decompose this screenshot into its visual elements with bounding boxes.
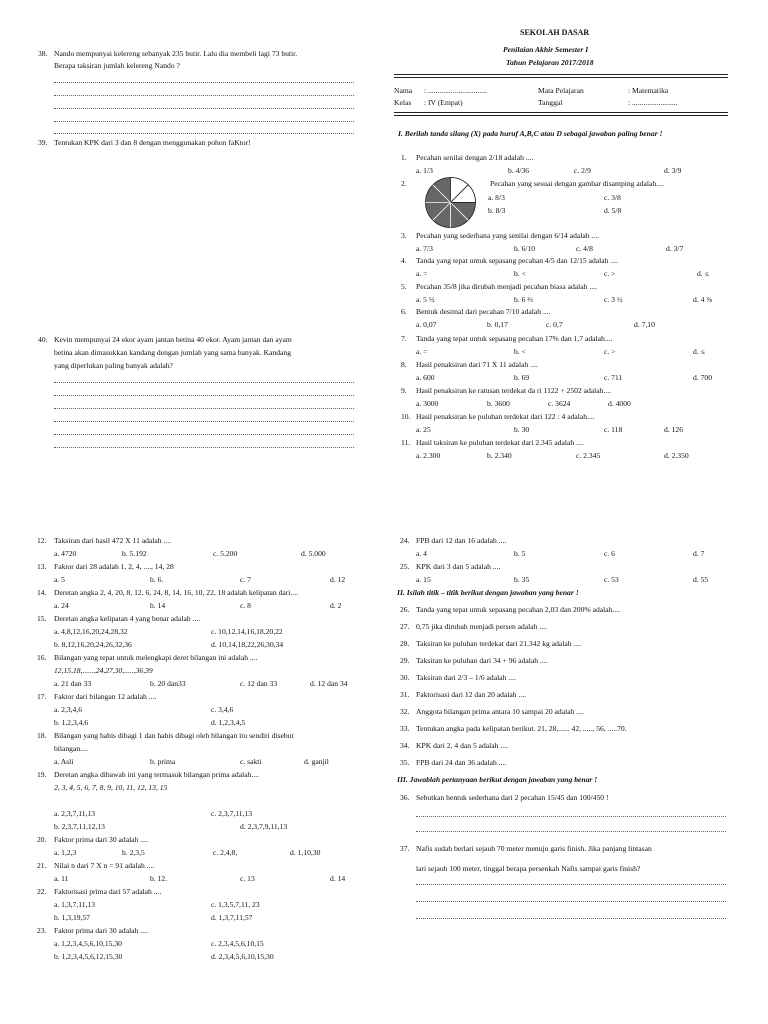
option-a[interactable]: a. Asli <box>54 757 74 766</box>
option-c[interactable]: c. > <box>604 269 616 278</box>
q-num: 36. <box>400 793 410 802</box>
tanggal-label: Tanggal <box>538 98 563 107</box>
answer-line[interactable] <box>54 408 354 409</box>
answer-line[interactable] <box>54 434 354 435</box>
q-num: 5. <box>401 282 407 291</box>
answer-line[interactable] <box>416 816 726 817</box>
q39-num: 39. <box>38 138 48 147</box>
option-d[interactable]: d. ≤ <box>693 347 705 356</box>
option-d[interactable]: d. 5.000 <box>301 549 326 558</box>
fill-question[interactable]: KPK dari 2, 4 dan 5 adalah .... <box>416 741 508 750</box>
option-a[interactable]: a. 4,8,12,16,20,24,28,32 <box>54 627 128 636</box>
section-I-title: I. Berilah tanda silang (X) pada huruf A,B,C atau D sebagai jawaban paling benar ! <box>398 129 663 138</box>
q-num: 17. <box>37 692 47 701</box>
school-name: SEKOLAH DASAR <box>520 28 590 37</box>
fill-question[interactable]: Faktorisasi dari 12 dan 20 adalah .... <box>416 690 527 699</box>
q-num: 33. <box>400 724 410 733</box>
option-c[interactable]: c. 53 <box>604 575 619 584</box>
option-c[interactable]: c. sakti <box>240 757 262 766</box>
answer-line[interactable] <box>54 421 354 422</box>
q-text: Tanda yang tepat untuk sepasang pecahan 4/5 dan 12/15 adalah .... <box>416 256 618 265</box>
option-c[interactable]: c. 2,3,7,11,13 <box>211 809 253 818</box>
answer-line[interactable] <box>54 95 354 96</box>
option-d[interactable]: d. 7 <box>693 549 705 558</box>
option-d[interactable]: d. 1,2,3,4,5 <box>211 718 246 727</box>
answer-line[interactable] <box>416 831 726 832</box>
option-a[interactable]: a. 2,3,7,11,13 <box>54 809 96 818</box>
option-c[interactable]: c. 118 <box>604 425 623 434</box>
option-b[interactable]: b. 2,3,7,11,12,13 <box>54 822 105 831</box>
q-text: Faktor prima dari 30 adalah .... <box>54 926 148 935</box>
q-text: Faktor dari 28 adalah 1, 2, 4, ...., 14, 28 <box>54 562 174 571</box>
option-b[interactable]: b. 5 <box>514 549 526 558</box>
option-b[interactable]: b. 8,12,16,20,24,26,32,36 <box>54 640 132 649</box>
q-text: Deretan angka 2, 4, 20, 8, 12, 6, 24, 8, 14, 16, 10, 22, 18 adalah kelipatan dari.... <box>54 588 298 597</box>
option-c[interactable]: c. 2.345 <box>576 451 601 460</box>
option-b[interactable]: b. < <box>514 269 526 278</box>
kelas-value: : IV (Empat) <box>424 98 463 107</box>
mapel-value: : Matematika <box>628 86 669 95</box>
q-text: Hasil penaksiran dari 71 X 11 adalah .... <box>416 360 538 369</box>
q-text: Pecahan yang sesuai dengan gambar disamping adalah.... <box>490 179 664 188</box>
q-num: 32. <box>400 707 410 716</box>
q-text: Faktorisasi prima dari 57 adalah .... <box>54 887 162 896</box>
fill-question[interactable]: Taksiran ke puluhan dari 34 + 96 adalah .... <box>416 656 548 665</box>
option-a[interactable]: a. 2.300 <box>416 451 441 460</box>
option-c[interactable]: c. 4/8 <box>576 244 593 253</box>
q40-line3: yang diperlukan paling banyak adalah? <box>54 361 173 370</box>
divider <box>394 77 728 78</box>
option-a[interactable]: a. 1,2,3,4,5,6,10,15,30 <box>54 939 122 948</box>
option-c[interactable]: c. 3/8 <box>604 193 621 202</box>
fill-question[interactable]: 0,75 jika dirubah menjadi persen adalah .... <box>416 622 547 631</box>
q-text: Deretan angka dibawah ini yang termasuk bilangan prima adalah.... <box>54 770 259 779</box>
option-d[interactable]: d. 4 ⅜ <box>693 295 712 304</box>
q-text: Deretan angka kelipatan 4 yang benar adalah .... <box>54 614 201 623</box>
nama-field[interactable]: : ............................... <box>424 86 487 95</box>
q-num: 28. <box>400 639 410 648</box>
q40-num: 40. <box>38 335 48 344</box>
kelas-label: Kelas <box>394 98 412 107</box>
option-a[interactable]: a. 4720 <box>54 549 77 558</box>
option-a[interactable]: a. 5 ½ <box>416 295 435 304</box>
option-a[interactable]: a. 21 dan 33 <box>54 679 92 688</box>
q-num: 34. <box>400 741 410 750</box>
answer-line[interactable] <box>54 133 354 134</box>
answer-line[interactable] <box>54 108 354 109</box>
option-a[interactable]: a. 8/3 <box>488 193 505 202</box>
option-b[interactable]: b. prima <box>150 757 176 766</box>
q-num: 18. <box>37 731 47 740</box>
option-d[interactable]: d. 55 <box>693 575 709 584</box>
q-num: 22. <box>37 887 47 896</box>
option-b[interactable]: b. 69 <box>514 373 530 382</box>
option-d[interactable]: d. 12 dan 34 <box>310 679 348 688</box>
option-c[interactable]: c. 3 ½ <box>604 295 623 304</box>
option-b[interactable]: b. 1,2,3,4,6 <box>54 718 89 727</box>
option-b[interactable]: b. 6 ⅔ <box>514 295 533 304</box>
option-a[interactable]: a. 1,2,3 <box>54 848 77 857</box>
option-b[interactable]: b. 0,17 <box>487 320 508 329</box>
q-text: Pecahan yang sederhana yang senilai dengan 6/14 adalah .... <box>416 231 600 240</box>
q-text: Nafis sudah berlari sejauh 70 meter menuju garis finish. Jika panjang lintasan <box>416 844 652 853</box>
option-c[interactable]: c. 3,4,6 <box>211 705 234 714</box>
q-text: Hasil penaksiran ke ratusan terdekat da ri 1122 + 2502 adalah.... <box>416 386 612 395</box>
option-a[interactable]: a. 0,07 <box>416 320 437 329</box>
option-b[interactable]: b. 6/10 <box>514 244 536 253</box>
option-b[interactable]: b. < <box>514 347 526 356</box>
q-num: 19. <box>37 770 47 779</box>
option-c[interactable]: c. 2,4,8, <box>213 848 238 857</box>
option-d[interactable]: d. 700 <box>693 373 712 382</box>
option-c[interactable]: c. 10,12,14,16,18,20,22 <box>211 627 283 636</box>
option-c[interactable]: c. 5.200 <box>213 549 238 558</box>
option-d[interactable]: d. 14 <box>330 874 346 883</box>
option-a[interactable]: a. 1/3 <box>416 166 433 175</box>
answer-line[interactable] <box>54 382 354 383</box>
option-b[interactable]: b. 1,3,19,57 <box>54 913 91 922</box>
option-b[interactable]: b. 35 <box>514 575 530 584</box>
q-text: Tanda yang tepat untuk sepasang pecahan 17% dan 1,7 adalah.... <box>416 334 613 343</box>
answer-line[interactable] <box>54 121 354 122</box>
answer-line[interactable] <box>54 447 354 448</box>
option-d[interactable]: d. 12 <box>330 575 346 584</box>
q39-text: Tentukan KPK dari 3 dan 8 dengan menggunakan pohon faKtor! <box>54 138 251 147</box>
q-num: 6. <box>401 307 407 316</box>
option-a[interactable]: a. 24 <box>54 601 69 610</box>
q-text: Pecahan 35/8 jika dirubah menjadi pecahan biasa adalah .... <box>416 282 597 291</box>
q-num: 8. <box>401 360 407 369</box>
option-a[interactable]: a. 25 <box>416 425 431 434</box>
q-text-cont: lari sejauh 100 meter, tinggal berapa persenkah Nafis sampai garis finish? <box>416 864 641 873</box>
fill-question[interactable]: Taksiran ke puluhan terdekat dari 21.342 kg adalah .... <box>416 639 582 648</box>
q-num: 4. <box>401 256 407 265</box>
option-c[interactable]: c. 7 <box>240 575 251 584</box>
q-sequence: 12,15,18,......,24,27,30,.....,36,39 <box>54 666 153 675</box>
exam-title: Penilaian Akhir Semester I <box>503 45 589 54</box>
q-num: 27. <box>400 622 410 631</box>
option-a[interactable]: a. 15 <box>416 575 431 584</box>
fill-question[interactable]: Tentukan angka pada kelipatan berikut. 21, 28,...... 42, ....., 56, .....70. <box>416 724 627 733</box>
q-num: 23. <box>37 926 47 935</box>
option-d[interactable]: d. 3/9 <box>664 166 682 175</box>
option-c[interactable]: c. 711 <box>604 373 623 382</box>
q-num: 11. <box>401 438 411 447</box>
option-b[interactable]: b. 20 dan33 <box>150 679 186 688</box>
option-b[interactable]: b. 1,2,3,4,5,6,12,15,30 <box>54 952 123 961</box>
q-text: KPK dari 3 dan 5 adalah .... <box>416 562 501 571</box>
q-sequence: 2, 3, 4, 5, 6, 7, 8, 9, 10, 11, 12, 13, 15 <box>54 783 168 792</box>
option-d[interactable]: d. 7,10 <box>634 320 655 329</box>
q-num: 25. <box>400 562 410 571</box>
section-II-title: II. Isilah titik – titik berikut dengan jawaban yang benar ! <box>397 588 579 597</box>
q-text: Nilai n dari 7 X n = 91 adalah .... <box>54 861 155 870</box>
option-c[interactable]: c. 0,7 <box>546 320 563 329</box>
option-c[interactable]: c. 8 <box>240 601 251 610</box>
option-b[interactable]: b. 14 <box>150 601 166 610</box>
q-num: 16. <box>37 653 47 662</box>
q-num: 9. <box>401 386 407 395</box>
q-num: 24. <box>400 536 410 545</box>
option-c[interactable]: c. 2/9 <box>574 166 591 175</box>
option-d[interactable]: d. 126 <box>664 425 683 434</box>
option-b[interactable]: b. 2.340 <box>487 451 512 460</box>
option-d[interactable]: d. 10,14,18,22,26,30,34 <box>211 640 284 649</box>
q40-line2: betina akan dimasukkan kandang dengan jumlah yang sama banyak. Kandang <box>54 348 292 357</box>
answer-line[interactable] <box>416 901 726 902</box>
q-num: 13. <box>37 562 47 571</box>
option-b[interactable]: b. 3600 <box>487 399 510 408</box>
q-num: 26. <box>400 605 410 614</box>
option-b[interactable]: b. 6. <box>150 575 164 584</box>
fill-question[interactable]: Anggota bilangan prima antara 10 sampai 20 adalah .... <box>416 707 584 716</box>
option-a[interactable]: a. 5 <box>54 575 65 584</box>
option-c[interactable]: c. 12 dan 33 <box>240 679 278 688</box>
school-year: Tahun Pelajaran 2017/2018 <box>506 58 594 67</box>
q-text: Taksiran dari hasil 472 X 11 adalah .... <box>54 536 172 545</box>
option-c[interactable]: c. > <box>604 347 616 356</box>
option-d[interactable]: d. 3/7 <box>666 244 684 253</box>
option-d[interactable]: d. ≤ <box>697 269 709 278</box>
q-num: 20. <box>37 835 47 844</box>
option-d[interactable]: d. 1,10,30 <box>290 848 321 857</box>
pie-fraction-figure <box>423 175 478 230</box>
q-num: 10. <box>401 412 411 421</box>
option-d[interactable]: d. 4000 <box>608 399 631 408</box>
section-III-title: III. Jawablah pertanyaan berikut dengan jawaban yang benar ! <box>397 775 598 784</box>
option-d[interactable]: d. ganjil <box>304 757 329 766</box>
q-num: 15. <box>37 614 47 623</box>
q-text: Bentuk desimal dari pecahan 7/10 adalah .... <box>416 307 551 316</box>
q-text: Bilangan yang tepat untuk melengkapi deret bilangan ini adalah .... <box>54 653 258 662</box>
q38-line2: Berapa taksiran jumlah kelereng Nando ? <box>54 61 180 70</box>
option-a[interactable]: a. = <box>416 269 428 278</box>
mapel-label: Mata Pelajaran <box>538 86 584 95</box>
divider <box>394 115 728 116</box>
option-a[interactable]: a. 1,3,7,11,13 <box>54 900 96 909</box>
q-num: 12. <box>37 536 47 545</box>
option-a[interactable]: a. 3000 <box>416 399 439 408</box>
option-a[interactable]: a. 2,3,4,6 <box>54 705 83 714</box>
option-b[interactable]: b. 12. <box>150 874 168 883</box>
q-text: Pecahan senilai dengan 2/18 adalah .... <box>416 153 534 162</box>
q-num: 31. <box>400 690 410 699</box>
fill-question[interactable]: Taksiran dari 2/3 – 1/6 adalah .... <box>416 673 516 682</box>
q-text: Bilangan yang habis dibagi 1 dan habis dibagi oleh bilangan itu sendiri disebut <box>54 731 294 740</box>
q38-num: 38. <box>38 49 48 58</box>
option-a[interactable]: a. = <box>416 347 428 356</box>
option-c[interactable]: c. 2,3,4,5,6,10,15 <box>211 939 264 948</box>
q-num: 29. <box>400 656 410 665</box>
q-text: Faktor dari bilangan 12 adalah .... <box>54 692 157 701</box>
option-d[interactable]: d. 2,3,7,9,11,13 <box>240 822 288 831</box>
option-a[interactable]: a. 4 <box>416 549 427 558</box>
q-num: 1. <box>401 153 407 162</box>
option-b[interactable]: b. 2,3,5 <box>122 848 145 857</box>
q-text: FPB dari 12 dan 16 adalah .... <box>416 536 507 545</box>
option-c[interactable]: c. 6 <box>604 549 615 558</box>
tanggal-field[interactable]: : ........................ <box>628 98 678 107</box>
option-d[interactable]: d. 5/8 <box>604 206 622 215</box>
option-d[interactable]: d. 1,3,7,11,57 <box>211 913 253 922</box>
option-a[interactable]: a. 600 <box>416 373 435 382</box>
option-b[interactable]: b. 30 <box>514 425 530 434</box>
option-d[interactable]: d. 2,3,4,5,6,10,15,30 <box>211 952 274 961</box>
fill-question[interactable]: FPB dari 24 dan 36 adalah .... <box>416 758 507 767</box>
option-d[interactable]: d. 2 <box>330 601 342 610</box>
q-num: 37. <box>400 844 410 853</box>
option-b[interactable]: b. 4/36 <box>508 166 530 175</box>
q-text: Hasil taksiran ke puluhan terdekat dari 2.345 adalah .... <box>416 438 584 447</box>
q-num: 7. <box>401 334 407 343</box>
option-c[interactable]: c. 3624 <box>548 399 571 408</box>
answer-line[interactable] <box>416 884 726 885</box>
option-b[interactable]: b. 8/3 <box>488 206 506 215</box>
q-num: 35. <box>400 758 410 767</box>
q40-line1: Kevin mempunyai 24 ekor ayam jantan betina 40 ekor. Ayam jantan dan ayam <box>54 335 292 344</box>
option-d[interactable]: d. 2.350 <box>664 451 689 460</box>
option-b[interactable]: b. 5.192 <box>122 549 147 558</box>
q38-line1: Nando mempunyai kelereng sebanyak 235 butir. Lalu dia membeli lagi 73 butir. <box>54 49 298 58</box>
q-text-cont: bilangan.... <box>54 744 88 753</box>
option-c[interactable]: c. 13 <box>240 874 255 883</box>
divider <box>394 112 728 113</box>
q-text: Faktor prima dari 30 adalah .... <box>54 835 148 844</box>
q-text: Sebutkan bentuk sederhana dari 2 pecahan 15/45 dan 100/450 ! <box>416 793 609 802</box>
nama-label: Nama <box>394 86 413 95</box>
option-c[interactable]: c. 1,3,5,7,11, 23 <box>211 900 260 909</box>
fill-question[interactable]: Tanda yang tepat untuk sepasang pecahan 2,03 dan 200% adalah.... <box>416 605 621 614</box>
q-num: 3. <box>401 231 407 240</box>
q-num: 2. <box>401 179 407 188</box>
answer-line[interactable] <box>416 918 726 919</box>
q-num: 14. <box>37 588 47 597</box>
answer-line[interactable] <box>54 395 354 396</box>
option-a[interactable]: a. 7/3 <box>416 244 433 253</box>
q-num: 21. <box>37 861 47 870</box>
divider <box>394 74 728 75</box>
q-text: Hasil penaksiran ke puluhan terdekat dari 122 : 4 adalah.... <box>416 412 595 421</box>
q-num: 30. <box>400 673 410 682</box>
option-a[interactable]: a. 11 <box>54 874 69 883</box>
answer-line[interactable] <box>54 82 354 83</box>
